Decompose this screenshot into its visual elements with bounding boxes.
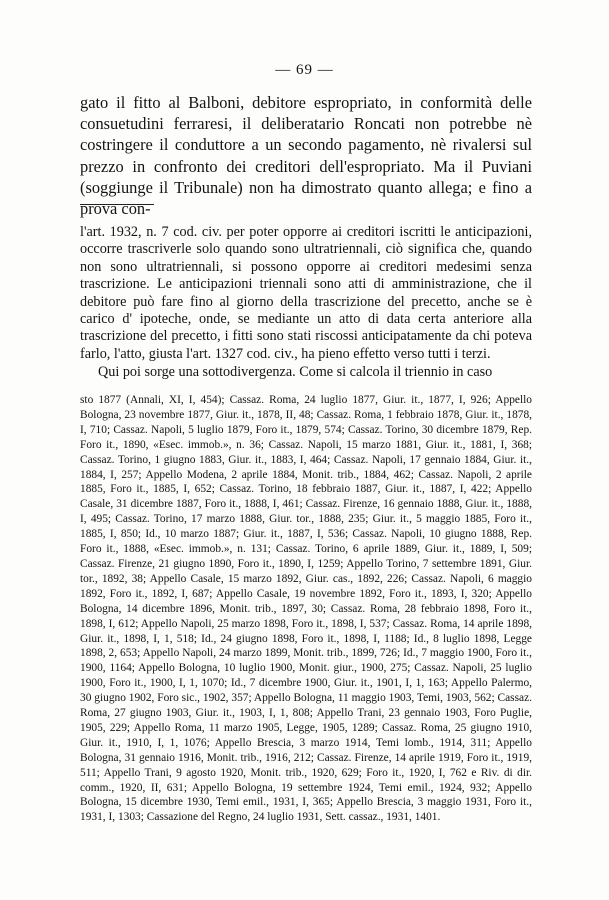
footnote-separator-rule — [80, 204, 154, 205]
page-number: — 69 — — [275, 62, 334, 78]
main-text-block — [80, 92, 532, 219]
footnote-paragraph-1: l'art. 1932, n. 7 cod. civ. per poter opporre ai creditori iscritti le anticipazioni, occorre trascriverle solo quando sono ultratriennali, ciò significa che, quando non sono ultratriennali, si possono opporre ai creditori medesimi senza trascrizione. Le anticipazioni triennali sono atti di amministrazione, che il debitore può fare fino al giorno della trascrizione del precetto, anche se è carico d' ipoteche, onde, se mediante un atto di data certa anteriore alla trascrizione del precetto, i fitti sono stati riscossi anticipatamente da chi poteva farlo, l'atto, giusta l'art. 1327 cod. civ., ha pieno effetto verso tutti i terzi. — [80, 224, 532, 362]
footnote-text-block — [80, 224, 532, 382]
footnote-paragraph-2: Qui poi sorge una sottodivergenza. Come si calcola il triennio in caso — [98, 364, 493, 381]
references-paragraph: sto 1877 (Annali, XI, I, 454); Cassaz. Roma, 24 luglio 1877, Giur. it., 1877, I, 926; Appello Bologna, 23 novembre 1877, Giur. it., 1878, II, 48; Cassaz. Roma, 1 febbraio 1878, Giur. it., 1878, I, 710; Cassaz. Napoli, 5 luglio 1879, Foro it., 1879, 574; Cassaz. Torino, 30 dicembre 1879, Rep. Foro it., 1890, «Esec. immob.», n. 36; Cassaz. Napoli, 15 marzo 1881, Giur. it., 1881, I, 368; Cassaz. Torino, 1 giugno 1883, Giur. it., 1883, I, 464; Cassaz. Napoli, 17 gennaio 1884, Giur. it., 1884, I, 257; Appello Modena, 2 aprile 1884, Monit. trib., 1884, 462; Cassaz. Napoli, 2 aprile 1885, Foro it., 1885, I, 652; Cassaz. Torino, 18 febbraio 1887, Giur. it., 1887, I, 422; Appello Casale, 31 dicembre 1887, Foro it., 1888, I, 461; Cassaz. Firenze, 16 gennaio 1888, Giur. it., 1888, I, 495; Cassaz. Torino, 17 marzo 1888, Giur. tor., 1888, 235; Giur. it., 5 maggio 1885, Foro it., 1885, I, 850; Id., 10 marzo 1887; Giur. it., 1887, I, 536; Cassaz. Napoli, 10 giugno 1888, Rep. Foro it., 1888, «Esec. immob.», n. 131; Cassaz. Torino, 6 aprile 1889, Giur. it., 1889, I, 509; Cassaz. Firenze, 21 giugno 1890, Foro it., 1890, I, 1259; Appello Torino, 7 settembre 1891, Giur. tor., 1892, 38; Appello Casale, 15 marzo 1892, Giur. cas., 1892, 226; Cassaz. Napoli, 6 maggio 1892, Foro it., 1892, I, 687; Appello Casale, 19 novembre 1892, Foro it., 1893, I, 320; Appello Bologna, 14 dicembre 1896, Monit. trib., 1897, 30; Cassaz. Roma, 28 febbraio 1898, Foro it., 1898, I, 612; Appello Napoli, 25 marzo 1898, Foro it., 1898, I, 537; Cassaz. Roma, 14 aprile 1898, Giur. it., 1898, I, 1, 518; Id., 24 giugno 1898, Foro it., 1898, I, 1188; Id., 8 luglio 1898, Legge 1898, 2, 653; Appello Napoli, 24 marzo 1899, Monit. trib., 1899, 726; Id., 7 maggio 1900, Foro it., 1900, 1164; Appello Bologna, 10 luglio 1900, Monit. giur., 1900, 275; Cassaz. Napoli, 25 luglio 1900, Foro it., 1900, I, 1, 1070; Id., 7 dicembre 1900, Giur. it., 1901, I, 1, 163; Appello Palermo, 30 giugno 1902, Foro sic., 1902, 357; Appello Bologna, 11 maggio 1903, Temi, 1903, 562; Cassaz. Roma, 27 giugno 1903, Giur. it., 1903, I, 1, 808; Appello Trani, 23 gennaio 1903, Foro Puglie, 1905, 229; Appello Roma, 11 marzo 1905, Legge, 1905, 1289; Cassaz. Roma, 25 giugno 1910, Giur. it., 1910, I, 1, 1076; Appello Brescia, 3 marzo 1914, Temi lomb., 1914, 311; Appello Bologna, 31 gennaio 1916, Monit. trib., 1916, 212; Cassaz. Firenze, 14 aprile 1919, Foro it., 1919, 511; Appello Trani, 9 agosto 1920, Monit. trib., 1920, 629; Foro it., 1920, I, 762 e Riv. di dir. comm., 1920, II, 631; Appello Bologna, 19 settembre 1924, Temi emil., 1924, 932; Appello Bologna, 15 dicembre 1930, Temi emil., 1931, I, 365; Appello Brescia, 3 maggio 1931, Foro it., 1931, I, 1303; Cassazione del Regno, 24 luglio 1931, Sett. cassaz., 1931, 1401. — [80, 394, 532, 824]
references-block — [80, 393, 532, 825]
main-paragraph: gato il fitto al Balboni, debitore espropriato, in conformità delle consuetudini ferraresi, il deliberatario Roncati non potrebbe nè costringere il conduttore a un secondo pagamento, nè rivalersi sul prezzo in confronto dei creditori dell'espropriato. Ma il Puviani (soggiunge il Tribunale) non ha dimostrato quanto allega; e fino a prova con- — [80, 93, 532, 219]
